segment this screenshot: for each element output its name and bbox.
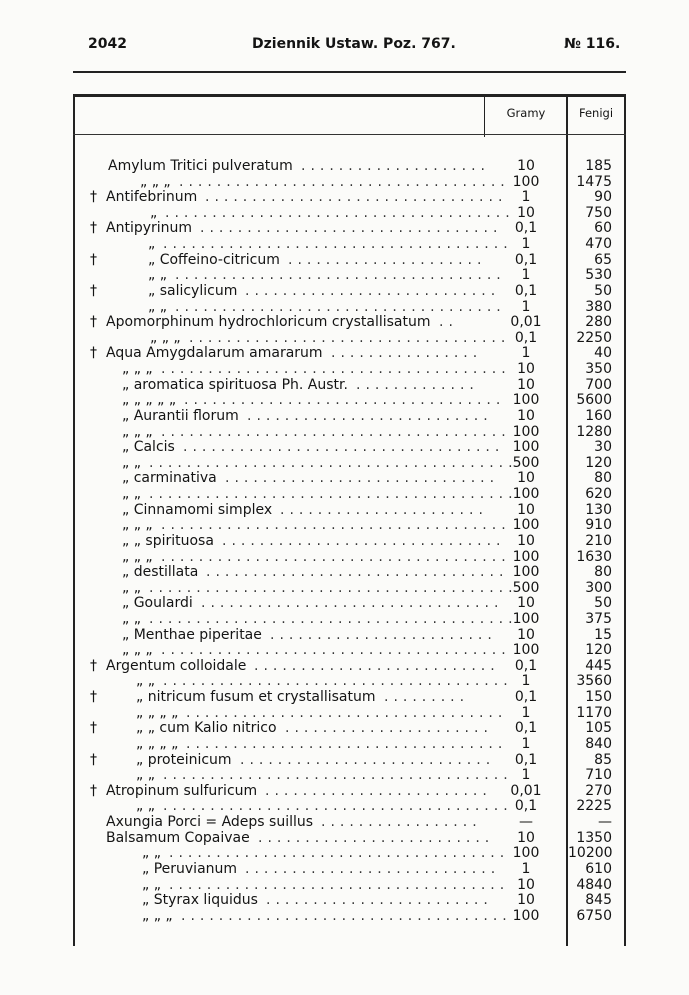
grams-cell: 1 xyxy=(521,673,531,690)
grams-cell: 0,1 xyxy=(514,720,538,737)
table-row xyxy=(0,674,689,690)
price-cell: 280 xyxy=(585,314,612,331)
dot-leader: ..................................... xyxy=(161,642,511,659)
poison-mark: † xyxy=(90,314,97,331)
table-row xyxy=(0,799,689,815)
item-name: „ „ „ xyxy=(122,548,153,565)
grams-cell: 0,1 xyxy=(514,251,538,268)
price-cell: 840 xyxy=(585,735,612,752)
dot-leader: ..................................... xyxy=(163,767,513,784)
grams-cell: 1 xyxy=(521,189,531,206)
price-cell: 750 xyxy=(585,204,612,221)
column-header-rule xyxy=(73,134,626,135)
table-row xyxy=(0,425,689,441)
dot-leader: .................................. xyxy=(183,439,505,456)
grams-cell: 0,1 xyxy=(514,689,538,706)
table-row xyxy=(0,206,689,222)
grams-cell: 10 xyxy=(517,376,535,393)
column-header-fenigi: Fenigi xyxy=(578,106,614,120)
price-cell: 65 xyxy=(594,251,612,268)
dot-leader: .................................. xyxy=(186,704,508,721)
table-row xyxy=(0,581,689,597)
price-cell: 60 xyxy=(594,220,612,237)
table-row xyxy=(0,456,689,472)
table-row xyxy=(0,893,689,909)
dot-leader: .............................. xyxy=(222,532,506,549)
item-name: „ „ „ xyxy=(150,329,181,346)
item-name: „ „ „ xyxy=(122,642,153,659)
dot-leader: .................................. xyxy=(189,329,511,346)
table-row xyxy=(0,393,689,409)
grams-column-divider xyxy=(484,97,485,137)
poison-mark: † xyxy=(90,251,97,268)
item-name: „ „ xyxy=(136,673,155,690)
poison-mark: † xyxy=(90,220,97,237)
grams-cell: 1 xyxy=(521,735,531,752)
grams-cell: 10 xyxy=(517,626,535,643)
price-cell: 80 xyxy=(594,564,612,581)
item-name: „ „ spirituosa xyxy=(122,532,214,549)
table-row xyxy=(0,815,689,831)
table-row xyxy=(0,690,689,706)
dot-leader: ............................. xyxy=(225,470,500,487)
item-name: „ „ „ „ xyxy=(136,704,179,721)
dot-leader: ....................................... xyxy=(149,579,518,596)
table-row xyxy=(0,721,689,737)
table-row xyxy=(0,378,689,394)
item-name: „ „ xyxy=(136,798,155,815)
price-cell: 130 xyxy=(585,501,612,518)
price-cell: — xyxy=(598,814,612,831)
page-number: 2042 xyxy=(88,36,127,52)
item-name: „ salicylicum xyxy=(148,282,238,299)
poison-mark: † xyxy=(90,720,97,737)
table-row xyxy=(0,175,689,191)
poison-mark: † xyxy=(90,345,97,362)
grams-cell: 10 xyxy=(517,470,535,487)
table-row xyxy=(0,159,689,175)
price-cell: 80 xyxy=(594,470,612,487)
grams-cell: 10 xyxy=(517,204,535,221)
dot-leader: ....................................... xyxy=(149,610,518,627)
item-name: „ „ xyxy=(122,610,141,627)
grams-cell: 100 xyxy=(512,548,540,565)
header-rule xyxy=(73,71,626,73)
price-cell: 710 xyxy=(585,767,612,784)
issue-number: № 116. xyxy=(564,36,621,52)
dot-leader: ..................................... xyxy=(163,673,513,690)
table-row xyxy=(0,503,689,519)
dot-leader: ...................... xyxy=(280,501,488,518)
grams-cell: 10 xyxy=(517,829,535,846)
item-name: „ „ xyxy=(122,454,141,471)
dot-leader: ....................................... xyxy=(149,486,518,503)
dot-leader: ....................................... xyxy=(149,454,518,471)
grams-cell: 100 xyxy=(512,907,540,924)
table-row xyxy=(0,878,689,894)
price-cell: 4840 xyxy=(576,876,612,893)
item-name: „ „ cum Kalio nitrico xyxy=(136,720,277,737)
table-row xyxy=(0,628,689,644)
table-row xyxy=(0,300,689,316)
price-cell: 1630 xyxy=(576,548,612,565)
grams-cell: 0,1 xyxy=(514,282,538,299)
grams-cell: 10 xyxy=(517,532,535,549)
price-cell: 270 xyxy=(585,782,612,799)
grams-cell: 1 xyxy=(521,298,531,315)
grams-cell: 0,1 xyxy=(514,751,538,768)
price-cell: 350 xyxy=(585,361,612,378)
price-cell: 160 xyxy=(585,407,612,424)
poison-mark: † xyxy=(90,689,97,706)
table-row xyxy=(0,190,689,206)
grams-cell: — xyxy=(519,814,533,831)
table-row xyxy=(0,331,689,347)
grams-cell: 100 xyxy=(512,423,540,440)
table-row xyxy=(0,253,689,269)
price-cell: 610 xyxy=(585,860,612,877)
grams-cell: 1 xyxy=(521,236,531,253)
poison-mark: † xyxy=(90,657,97,674)
grams-cell: 0,01 xyxy=(510,782,542,799)
grams-cell: 0,1 xyxy=(514,657,538,674)
item-name: „ „ xyxy=(148,267,167,284)
dot-leader: ................. xyxy=(321,814,482,831)
dot-leader: ........................ xyxy=(270,626,497,643)
price-cell: 1475 xyxy=(576,173,612,190)
grams-cell: 100 xyxy=(512,564,540,581)
price-cell: 30 xyxy=(594,439,612,456)
dot-leader: ........................ xyxy=(265,782,492,799)
grams-cell: 100 xyxy=(512,486,540,503)
item-name: „ „ xyxy=(136,767,155,784)
grams-cell: 100 xyxy=(512,392,540,409)
price-cell: 470 xyxy=(585,236,612,253)
item-name: „ Aurantii florum xyxy=(122,407,239,424)
page-header xyxy=(0,36,689,60)
dot-leader: ................................... xyxy=(181,907,512,924)
item-name: „ „ xyxy=(122,486,141,503)
price-cell: 185 xyxy=(585,158,612,174)
grams-cell: 500 xyxy=(512,579,540,596)
table-row xyxy=(0,784,689,800)
price-cell: 50 xyxy=(594,595,612,612)
dot-leader: ..................................... xyxy=(161,517,511,534)
price-cell: 620 xyxy=(585,486,612,503)
price-cell: 910 xyxy=(585,517,612,534)
item-name: „ „ „ xyxy=(122,361,153,378)
item-name: Aqua Amygdalarum amararum xyxy=(106,345,323,362)
grams-cell: 0,1 xyxy=(514,220,538,237)
price-cell: 120 xyxy=(585,454,612,471)
price-cell: 530 xyxy=(585,267,612,284)
dot-leader: .................................... xyxy=(169,876,510,893)
price-cell: 120 xyxy=(585,642,612,659)
table-row xyxy=(0,706,689,722)
dot-leader: .. xyxy=(439,314,458,331)
item-name: „ „ xyxy=(142,876,161,893)
grams-cell: 100 xyxy=(512,642,540,659)
price-cell: 105 xyxy=(585,720,612,737)
grams-cell: 10 xyxy=(517,595,535,612)
grams-cell: 10 xyxy=(517,876,535,893)
dot-leader: ............. xyxy=(356,376,479,393)
dot-leader: ................ xyxy=(331,345,483,362)
dot-leader: ................................ xyxy=(200,220,503,237)
item-name: „ „ „ „ „ xyxy=(122,392,177,409)
item-name: Antifebrinum xyxy=(106,189,198,206)
poison-mark: † xyxy=(90,782,97,799)
item-name: „ Cinnamomi simplex xyxy=(122,501,273,518)
price-cell: 2250 xyxy=(576,329,612,346)
grams-cell: 0,1 xyxy=(514,329,538,346)
price-cell: 90 xyxy=(594,189,612,206)
price-cell: 380 xyxy=(585,298,612,315)
poison-mark: † xyxy=(90,282,97,299)
table-row xyxy=(0,409,689,425)
table-row xyxy=(0,831,689,847)
table-row xyxy=(0,565,689,581)
price-cell: 845 xyxy=(585,892,612,909)
grams-cell: 10 xyxy=(517,407,535,424)
dot-leader: ........................... xyxy=(245,282,501,299)
table-row xyxy=(0,518,689,534)
grams-cell: 10 xyxy=(517,158,535,174)
item-name: Balsamum Copaivae xyxy=(106,829,250,846)
table-row xyxy=(0,862,689,878)
dot-leader: ......... xyxy=(384,689,470,706)
item-name: „ „ xyxy=(148,298,167,315)
dot-leader: ..................................... xyxy=(163,798,513,815)
item-name: „ Calcis xyxy=(122,439,175,456)
table-row xyxy=(0,768,689,784)
dot-leader: .................................. xyxy=(184,392,506,409)
dot-leader: ................................... xyxy=(175,267,506,284)
dot-leader: ........................... xyxy=(240,751,496,768)
price-cell: 10200 xyxy=(568,845,613,862)
grams-cell: 10 xyxy=(517,892,535,909)
price-cell: 6750 xyxy=(576,907,612,924)
item-name: „ aromatica spirituosa Ph. Austr. xyxy=(122,376,348,393)
table-row xyxy=(0,753,689,769)
dot-leader: ...................... xyxy=(285,720,493,737)
table-row xyxy=(0,268,689,284)
item-name: „ „ „ xyxy=(142,907,173,924)
table-row xyxy=(0,284,689,300)
dot-leader: .................................. xyxy=(186,735,508,752)
grams-cell: 1 xyxy=(521,767,531,784)
price-cell: 300 xyxy=(585,579,612,596)
price-cell: 445 xyxy=(585,657,612,674)
item-name: „ xyxy=(148,236,156,253)
table-row xyxy=(0,346,689,362)
dot-leader: ................................... xyxy=(179,173,510,190)
dot-leader: ........................... xyxy=(245,860,501,877)
item-name: „ „ „ xyxy=(140,173,171,190)
table-row xyxy=(0,596,689,612)
poison-mark: † xyxy=(90,189,97,206)
grams-cell: 100 xyxy=(512,610,540,627)
item-name: Amylum Tritici pulveratum xyxy=(108,158,293,174)
price-cell: 150 xyxy=(585,689,612,706)
dot-leader: ..................................... xyxy=(163,236,513,253)
grams-cell: 1 xyxy=(521,704,531,721)
item-name: „ „ „ xyxy=(122,517,153,534)
dot-leader: .................................... xyxy=(169,845,510,862)
dot-leader: ..................... xyxy=(288,251,487,268)
dot-leader: ................................... xyxy=(175,298,506,315)
item-name: „ carminativa xyxy=(122,470,217,487)
price-cell: 15 xyxy=(594,626,612,643)
dot-leader: ................................ xyxy=(201,595,504,612)
item-name: „ proteinicum xyxy=(136,751,232,768)
table-row xyxy=(0,550,689,566)
dot-leader: ..................................... xyxy=(161,361,511,378)
dot-leader: ......................... xyxy=(258,829,495,846)
grams-cell: 500 xyxy=(512,454,540,471)
price-cell: 375 xyxy=(585,610,612,627)
item-name: Atropinum sulfuricum xyxy=(106,782,258,799)
dot-leader: .................... xyxy=(301,158,491,174)
table-row xyxy=(0,534,689,550)
table-row xyxy=(0,221,689,237)
price-cell: 210 xyxy=(585,532,612,549)
table-row xyxy=(0,237,689,253)
price-cell: 2225 xyxy=(576,798,612,815)
item-name: Apomorphinum hydrochloricum crystallisatum xyxy=(106,314,431,331)
dot-leader: ................................ xyxy=(205,189,508,206)
price-cell: 85 xyxy=(594,751,612,768)
grams-cell: 100 xyxy=(512,439,540,456)
price-cell: 1280 xyxy=(576,423,612,440)
price-cell: 5600 xyxy=(576,392,612,409)
dot-leader: ..................................... xyxy=(161,548,511,565)
item-name: „ Styrax liquidus xyxy=(142,892,258,909)
price-cell: 50 xyxy=(594,282,612,299)
price-cell: 40 xyxy=(594,345,612,362)
grams-cell: 100 xyxy=(512,173,540,190)
table-row xyxy=(0,471,689,487)
dot-leader: .......................... xyxy=(247,407,493,424)
dot-leader: ..................................... xyxy=(165,204,515,221)
grams-cell: 10 xyxy=(517,361,535,378)
dot-leader: ..................................... xyxy=(161,423,511,440)
item-name: „ Peruvianum xyxy=(142,860,238,877)
item-name: „ „ „ xyxy=(122,423,153,440)
grams-cell: 1 xyxy=(521,860,531,877)
table-row xyxy=(0,909,689,925)
item-name: „ Menthae piperitae xyxy=(122,626,262,643)
item-name: „ „ „ „ xyxy=(136,735,179,752)
grams-cell: 0,1 xyxy=(514,798,538,815)
item-name: „ Goulardi xyxy=(122,595,193,612)
grams-cell: 0,01 xyxy=(510,314,542,331)
table-row xyxy=(0,846,689,862)
item-name: „ xyxy=(150,204,158,221)
table-row xyxy=(0,659,689,675)
item-name: „ nitricum fusum et crystallisatum xyxy=(136,689,376,706)
price-cell: 700 xyxy=(585,376,612,393)
grams-cell: 100 xyxy=(512,517,540,534)
item-name: „ „ xyxy=(122,579,141,596)
dot-leader: ................................ xyxy=(206,564,509,581)
table-row xyxy=(0,362,689,378)
item-name: „ Coffeino-citricum xyxy=(148,251,280,268)
table-row xyxy=(0,440,689,456)
column-header-grams: Gramy xyxy=(506,106,546,120)
dot-leader: ........................ xyxy=(266,892,493,909)
price-cell: 1350 xyxy=(576,829,612,846)
table-row xyxy=(0,315,689,331)
table-row xyxy=(0,612,689,628)
item-name: Argentum colloidale xyxy=(106,657,247,674)
item-name: „ destillata xyxy=(122,564,199,581)
poison-mark: † xyxy=(90,751,97,768)
item-name: Axungia Porci = Adeps suillus xyxy=(106,814,314,831)
grams-cell: 100 xyxy=(512,845,540,862)
grams-cell: 10 xyxy=(517,501,535,518)
grams-cell: 1 xyxy=(521,267,531,284)
dot-leader: .......................... xyxy=(254,657,500,674)
table-row xyxy=(0,643,689,659)
journal-title: Dziennik Ustaw. Poz. 767. xyxy=(252,36,456,52)
price-cell: 1170 xyxy=(576,704,612,721)
table-row xyxy=(0,737,689,753)
grams-cell: 1 xyxy=(521,345,531,362)
table-row xyxy=(0,487,689,503)
price-cell: 3560 xyxy=(576,673,612,690)
item-name: „ „ xyxy=(142,845,161,862)
item-name: Antipyrinum xyxy=(106,220,193,237)
